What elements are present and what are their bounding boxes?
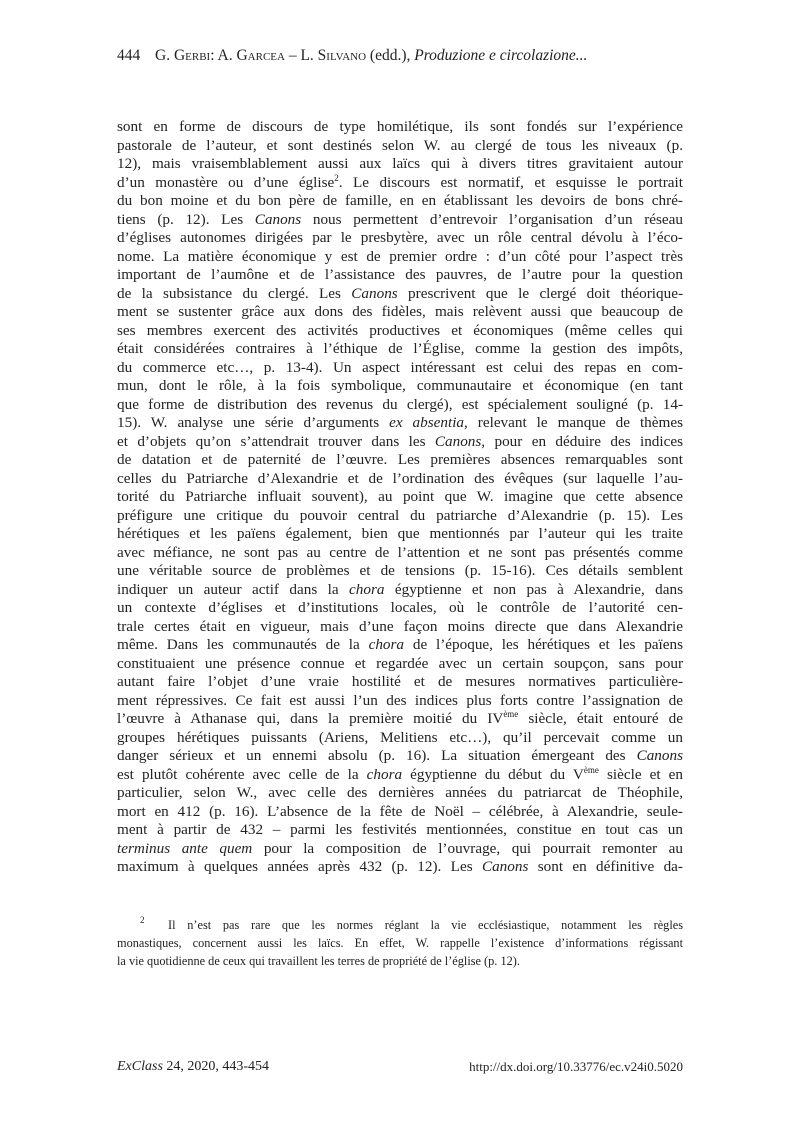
text-line (117, 396, 683, 415)
text-run: sont en définitive da- (528, 858, 683, 875)
text-run: particulier, selon W., avec celle des dernières années du patriarcat de Théophile, (117, 784, 683, 801)
text-line (117, 599, 683, 618)
text-line (117, 562, 683, 581)
text-run: 15). W. analyse une série d’arguments (117, 414, 390, 431)
text-run: et d’objets qu’on s’attendrait trouver dans les (117, 432, 435, 450)
superscript: 2 (140, 915, 145, 925)
text-run: hérétiques et les païens également, bien que mentionnés par l’auteur qui les traite (117, 525, 683, 542)
italic-text: Canons (636, 747, 683, 764)
text-run: monastiques, concernent aussi les laïcs. En effet, W. rappelle l’existence d’informations régissant (117, 936, 683, 950)
italic-text: Produzione e circolazione... (414, 47, 588, 64)
text-run: ment répressives. Ce fait est aussi l’un des indices plus forts contre l’assignation de (117, 691, 683, 709)
italic-text: Canons (351, 284, 398, 302)
text-run: que forme de distribution des revenus du clergé), est spécialement souligné (p. 14- (117, 395, 683, 413)
italic-text: chora (368, 636, 405, 653)
page-number: 444 (117, 47, 141, 64)
text-line (117, 692, 683, 711)
footnote-line (117, 952, 683, 970)
text-run: était considérées contraires à l’éthique de l’Église, comme la gestion des impôts, (117, 340, 683, 357)
superscript: ème (503, 709, 519, 719)
text-line (117, 340, 683, 359)
text-line (117, 544, 683, 563)
text-run: de l’époque, les hérétiques et les païens (404, 636, 683, 653)
text-line (117, 710, 683, 729)
text-line (117, 192, 683, 211)
text-run: – L. S (284, 47, 327, 64)
text-run: , relevant le manque de thèmes (464, 414, 683, 431)
doi-link[interactable]: http://dx.doi.org/10.33776/ec.v24i0.5020 (469, 1059, 683, 1074)
text-line (117, 155, 683, 174)
text-line (117, 729, 683, 748)
text-run: d’un monastère ou d’une église (117, 173, 335, 191)
footnote-line (117, 916, 683, 934)
text-run: constituaient une présence connue et regardée avec un certain soupçon, sans pour (117, 654, 683, 672)
running-title (155, 47, 587, 64)
text-run: Il n’est pas rare que les normes réglant la vie ecclésiastique, notamment les règles (144, 918, 683, 932)
text-run: égyptienne du début du V (402, 765, 584, 783)
text-run: prescrivent que le clergé doit théorique- (397, 284, 683, 302)
text-line (117, 377, 683, 396)
text-line (117, 655, 683, 674)
italic-text: Canons, (434, 432, 486, 450)
text-line (117, 248, 683, 267)
text-line (117, 211, 683, 230)
text-run: torité du Patriarche influait souvent), au point que W. imagine que cette absence (117, 488, 683, 505)
main-text (117, 118, 683, 877)
text-run: de datation et de paternité de l’œuvre. Les premières absences remarquables sont (117, 451, 683, 468)
text-run: une véritable source de problèmes et de tensions (p. 15-16). Ces détails semblent (117, 562, 683, 579)
journal-name: ExClass (117, 1059, 163, 1074)
text-run: autant faire l’objet d’une vraie hostilité et de mesures normatives particulière- (117, 673, 683, 690)
text-line (117, 525, 683, 544)
text-run: . Le discours est normatif, et esquisse le portrait (338, 173, 683, 191)
text-run: de la subsistance du clergé. Les (117, 284, 352, 302)
text-run: même. Dans les communautés de la (117, 636, 369, 653)
text-run: (edd.), (366, 47, 415, 64)
text-line (117, 451, 683, 470)
text-line (117, 858, 683, 877)
text-line (117, 229, 683, 248)
volume-pages: 24, 2020, 443-454 (162, 1059, 270, 1074)
page-footer (117, 1059, 683, 1075)
italic-text: Canons (481, 858, 529, 875)
text-run: du commerce etc…, p. 13-4). Un aspect intéressant est celui des repas en com- (117, 358, 683, 376)
text-run: la vie quotidienne de ceux qui travaillent les terres de propriété de l’église (p. 12). (117, 954, 520, 968)
text-run: trale certes était en vigueur, mais d’une façon moins directe que dans Alexandrie (117, 617, 683, 635)
text-line (117, 433, 683, 452)
text-line (117, 803, 683, 822)
text-run: ment à partir de 432 – parmi les festivités mentionnées, constitue en tout cas un (117, 821, 683, 838)
text-line (117, 359, 683, 378)
italic-text: ex absentia (389, 414, 465, 431)
text-line (117, 118, 683, 137)
text-run: danger sérieux et un ennemi absolu (p. 16). La situation émergeant des (117, 747, 637, 764)
text-line (117, 618, 683, 637)
text-line (117, 673, 683, 692)
text-run: égyptienne et non pas à Alexandrie, dans (384, 580, 684, 598)
journal-citation (117, 1059, 269, 1075)
text-run: mun, dont le rôle, à la fois symbolique, communautaire et économique (en tant (117, 377, 683, 394)
text-line (117, 266, 683, 285)
footnote (117, 916, 683, 970)
text-line (117, 784, 683, 803)
text-run: d’églises autonomes dirigées par le presbytère, avec un rôle central dévolu à l’éco- (117, 229, 683, 246)
text-run: 12), mais vraisemblablement aussi aux laïcs qui à divers titres gravitaient autour (117, 155, 683, 172)
text-line (117, 840, 683, 859)
text-line (117, 174, 683, 193)
italic-text: chora (366, 765, 403, 783)
text-run: groupes hérétiques puissants (Ariens, Melitiens etc…), qu’il percevait comme un (117, 728, 683, 746)
running-header (117, 47, 587, 65)
text-run: pour la composition de l’ouvrage, qui pourrait remonter au (252, 839, 683, 857)
text-run: tiens (p. 12). Les (117, 210, 255, 228)
text-run: nome. La matière économique y est de premier ordre : d’un côté pour l’aspect très (117, 247, 683, 265)
text-line (117, 414, 683, 433)
text-run: ment se sustenter grâce aux dons des fidèles, mais relèvent aussi que beaucoup de (117, 303, 683, 320)
text-run: : A. G (210, 47, 248, 64)
text-line (117, 303, 683, 322)
text-line (117, 821, 683, 840)
text-run: celles du Patriarche d’Alexandrie et de l’ordination des évêques (sur laquelle l’au- (117, 469, 683, 487)
text-line (117, 766, 683, 785)
text-run: avec méfiance, ne sont pas au centre de l’attention et ne sont pas présentés comme (117, 543, 683, 561)
italic-text: terminus ante quem (117, 839, 253, 857)
text-line (117, 581, 683, 600)
text-line (117, 636, 683, 655)
text-line (117, 747, 683, 766)
text-run: G. G (155, 47, 186, 64)
text-run: maximum à quelques années après 432 (p. 12). Les (117, 858, 482, 875)
superscript: ème (583, 764, 599, 775)
italic-text: chora (349, 580, 385, 598)
text-run: indiquer un auteur actif dans la (117, 580, 350, 598)
text-line (117, 137, 683, 156)
text-line (117, 507, 683, 526)
text-run: ilvano (326, 47, 367, 64)
text-line (117, 470, 683, 489)
text-run: préfigure une critique du pouvoir central du patriarche d’Alexandrie (p. 15). Les (117, 506, 683, 524)
text-run: sont en forme de discours de type homilétique, ils sont fondés sur l’expérience (117, 118, 683, 135)
text-run: pour en déduire des indices (485, 432, 684, 450)
text-run: ses membres exercent des activités productives et économiques (même celles qui (117, 321, 683, 339)
text-run: du bon moine et du bon père de famille, en en établissant les devoirs de bons chré- (117, 192, 683, 209)
text-run: un contexte d’églises et d’institutions locales, où le contrôle de l’autorité cen- (117, 599, 683, 616)
text-run: pastorale de l’auteur, et sont destinés selon W. au clergé de tous les niveaux (p. (117, 136, 683, 154)
text-run: siècle et en (598, 765, 683, 783)
text-line (117, 488, 683, 507)
text-run: erbi (185, 47, 211, 64)
text-run: l’œuvre à Athanase qui, dans la première moitié du IV (117, 710, 504, 727)
superscript: 2 (334, 172, 339, 183)
text-run: arcea (247, 47, 285, 64)
footnote-line (117, 934, 683, 952)
text-run: mort en 412 (p. 16). L’absence de la fête de Noël – célébrée, à Alexandrie, seule- (117, 802, 683, 820)
text-line (117, 322, 683, 341)
text-run: nous permettent d’entrevoir l’organisation d’un réseau (301, 210, 683, 228)
text-run: siècle, était entouré de (518, 710, 683, 727)
text-line (117, 285, 683, 304)
text-run: important de l’aumône et de l’assistance des pauvres, de l’autre pour la question (117, 266, 683, 283)
italic-text: Canons (254, 210, 302, 228)
text-run: est plutôt cohérente avec celle de la (117, 765, 367, 783)
